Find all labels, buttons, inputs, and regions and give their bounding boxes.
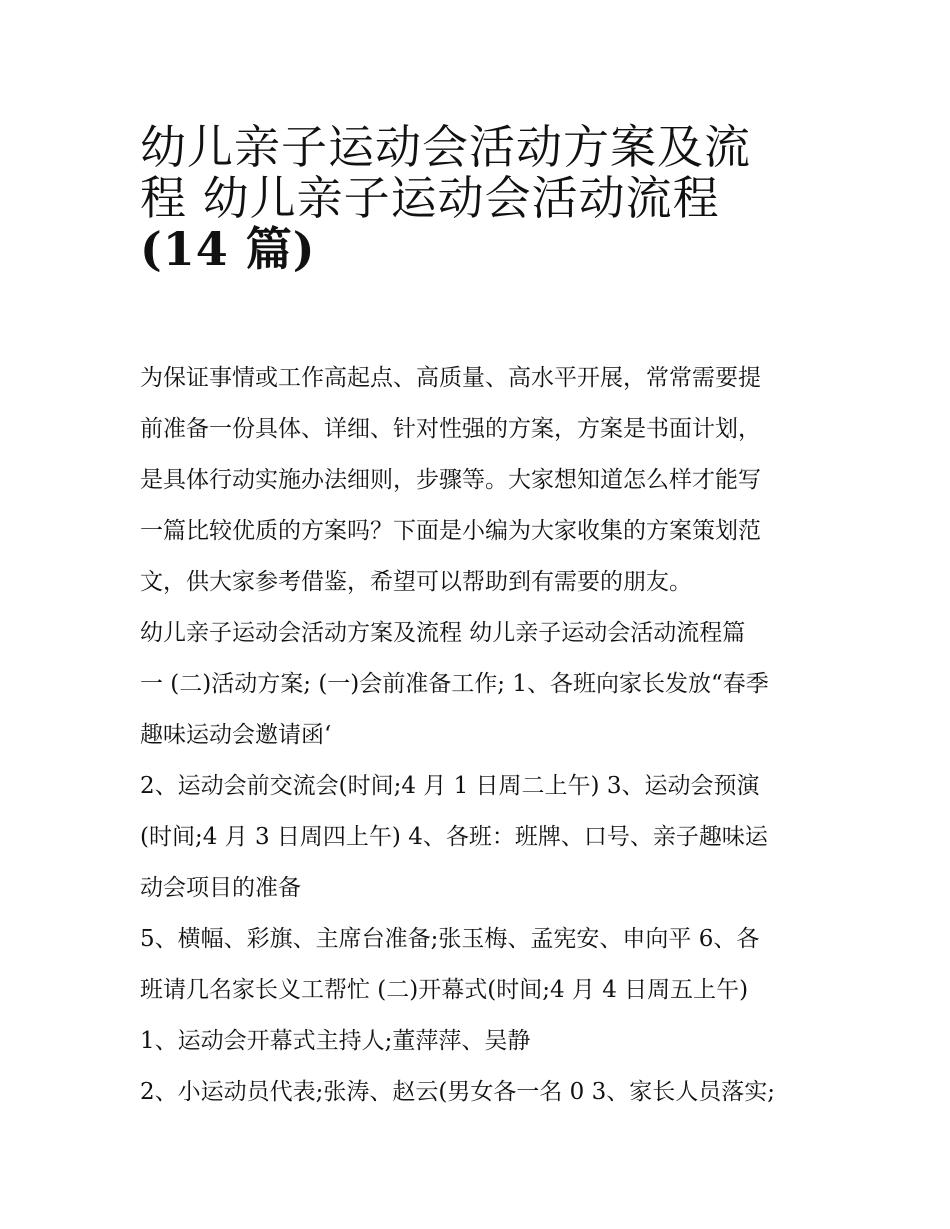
body-line-4: 2、运动会前交流会(时间;4 月 1 日周二上午) 3、运动会预演 [140,773,760,799]
title-line-1: 幼儿亲子运动会活动方案及流 [140,120,751,174]
intro-line-4: 一篇比较优质的方案吗？下面是小编为大家收集的方案策划范 [140,518,761,544]
title-line-2: 程 幼儿亲子运动会活动流程 [140,171,720,225]
body-line-5: (时间;4 月 3 日周四上午) 4、各班：班牌、口号、亲子趣味运 [140,824,768,850]
body-line-10: 2、小运动员代表;张涛、赵云(男女各一名 0 3、家长人员落实; [140,1079,775,1105]
body-line-2: 一 (二)活动方案; (一)会前准备工作; 1、各班向家长发放“春季 [140,671,769,697]
title-line-3: (14 篇) [140,222,316,276]
intro-line-2: 前准备一份具体、详细、针对性强的方案，方案是书面计划， [140,416,761,442]
body-line-1: 幼儿亲子运动会活动方案及流程 幼儿亲子运动会活动流程篇 [140,620,746,646]
document-title [140,114,820,276]
intro-line-5: 文，供大家参考借鉴，希望可以帮助到有需要的朋友。 [140,569,692,595]
intro-paragraph [140,353,820,608]
intro-line-3: 是具体行动实施办法细则，步骤等。大家想知道怎么样才能写 [140,467,761,493]
body-line-8: 班请几名家长义工帮忙 (二)开幕式(时间;4 月 4 日周五上午) [140,977,749,1003]
intro-line-1: 为保证事情或工作高起点、高质量、高水平开展，常常需要提 [140,365,761,391]
body-line-7: 5、横幅、彩旗、主席台准备;张玉梅、孟宪安、申向平 6、各 [140,926,760,952]
body-line-9: 1、运动会开幕式主持人;董萍萍、吴静 [140,1028,531,1054]
body-paragraphs [140,608,820,1118]
body-line-6: 动会项目的准备 [140,875,301,901]
body-line-3: 趣味运动会邀请函‘ [140,722,332,748]
